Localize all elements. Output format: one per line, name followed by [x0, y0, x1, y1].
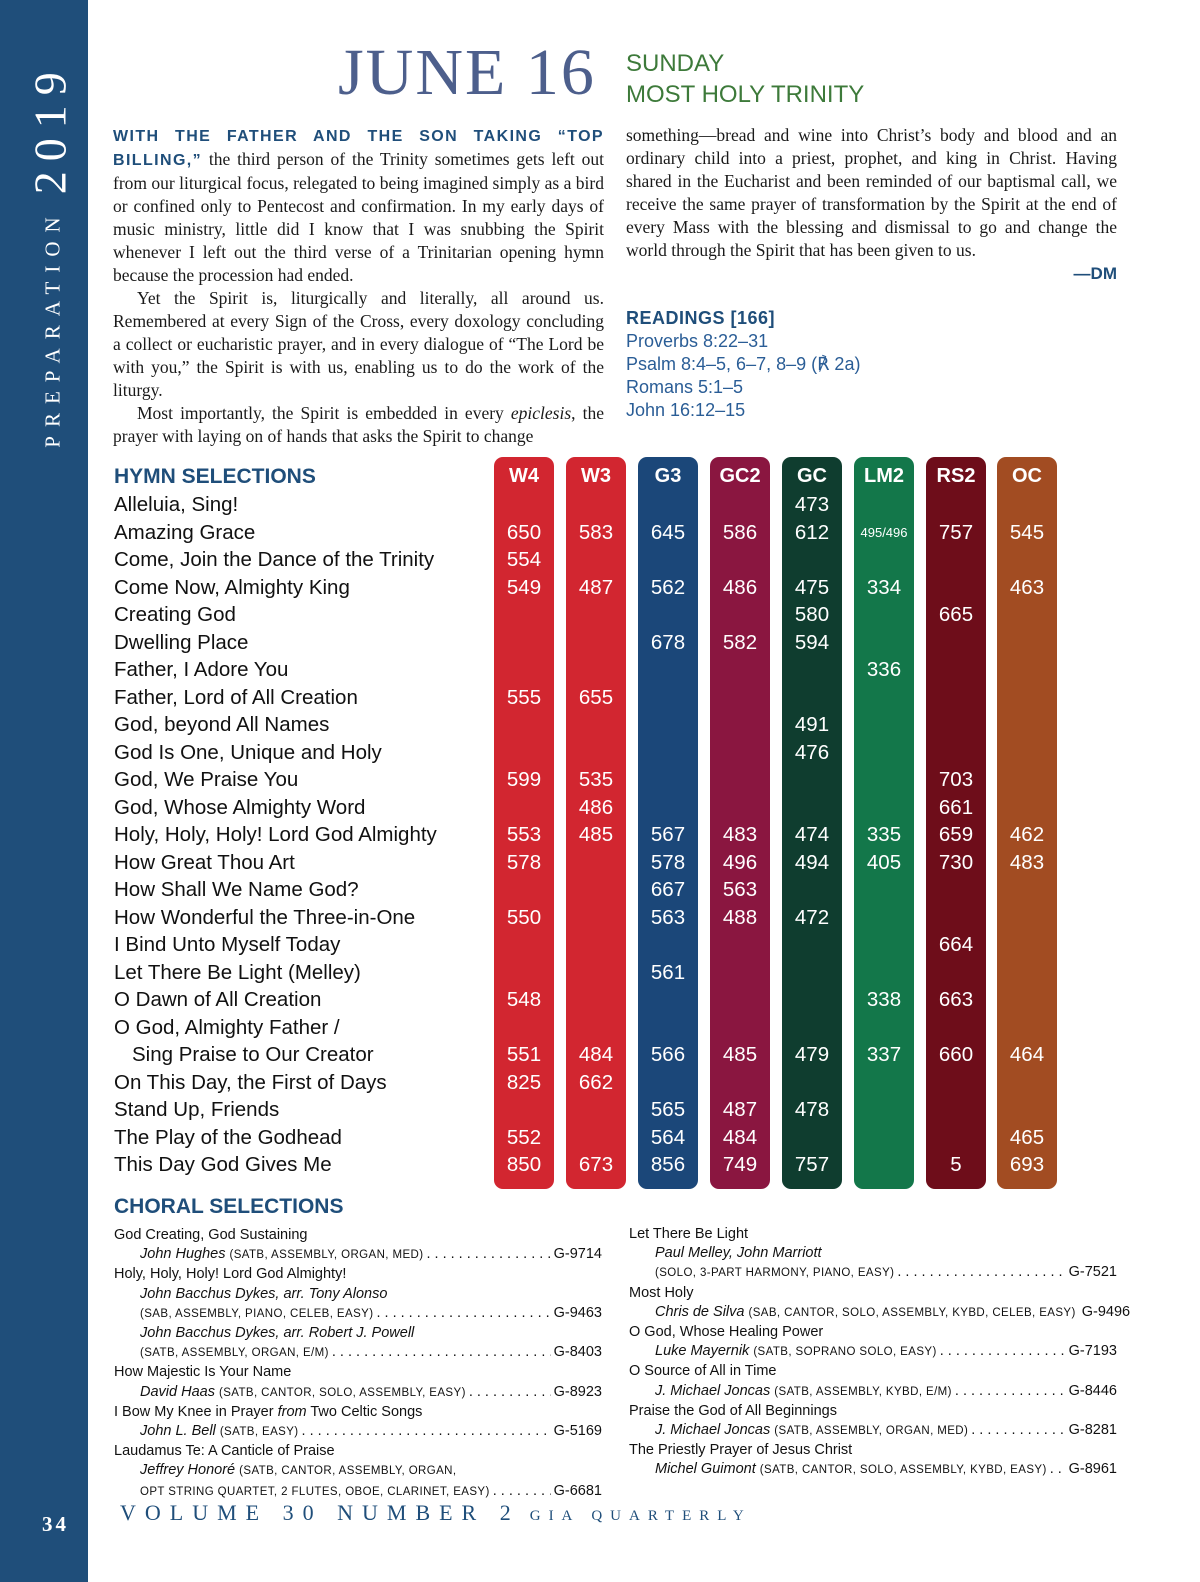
hymn-number: 483 — [1009, 850, 1045, 874]
hymn-number: 554 — [506, 548, 542, 571]
sidebar-band — [0, 0, 88, 1582]
hymn-number: 484 — [722, 1125, 758, 1149]
hymn-title: The Play of the Godhead — [114, 1125, 342, 1149]
composer: Chris de Silva — [655, 1303, 745, 1320]
hymnal-column-header: W4 — [509, 465, 539, 487]
reflection-paragraph — [113, 402, 604, 448]
reading-item: Psalm 8:4–5, 6–7, 8–9 (℟ 2a) — [626, 354, 861, 374]
choral-title: Let There Be Light — [629, 1226, 749, 1242]
hymn-number: 475 — [794, 575, 830, 599]
choral-entry — [629, 1382, 1117, 1402]
composer: Paul Melley, John Marriott — [655, 1245, 822, 1262]
page-date: JUNE 16 — [338, 36, 596, 109]
hymn-number: 678 — [650, 630, 686, 654]
hymnal-column-header: W3 — [581, 465, 611, 487]
hymn-number: 5 — [950, 1153, 962, 1176]
hymn-number: 578 — [506, 850, 542, 874]
hymn-number: 599 — [506, 768, 542, 791]
hymn-number: 496 — [722, 850, 758, 874]
hymn-number: 335 — [866, 823, 902, 846]
reflection-lead: WITH THE FATHER AND THE SON TAKING “TOP BILLING,” — [113, 128, 604, 169]
catalog-code: G-7193 — [1068, 1343, 1117, 1360]
hymn-number: 545 — [1009, 520, 1045, 544]
hymn-number: 550 — [506, 905, 542, 929]
choral-title: Praise the God of All Beginnings — [629, 1402, 837, 1419]
hymn-title: God Is One, Unique and Holy — [114, 740, 382, 764]
hymn-title: Let There Be Light (Melley) — [114, 960, 361, 984]
hymn-number: 749 — [722, 1153, 758, 1176]
hymn-number: 473 — [794, 493, 830, 516]
choral-title: Laudamus Te: A Canticle of Praise — [114, 1443, 335, 1460]
hymn-number: 673 — [578, 1153, 614, 1176]
hymn-number: 491 — [794, 713, 830, 736]
catalog-code: G-7521 — [1068, 1264, 1117, 1281]
reflection-paragraph: something—bread and wine into Christ’s body and blood and an ordinary child into a priest, prophet, and king in Christ. Having shared in the Eucharist and been reminded of our baptismal call, we receive the same prayer of transformation by the Spirit at the end of every Mass with the blessing and dismissal to go and change the world through the Spirit that has been given to us. — [626, 125, 1117, 260]
hymn-number: 662 — [578, 1070, 614, 1094]
catalog-code: G-8923 — [553, 1383, 602, 1400]
hymn-number: 645 — [650, 520, 686, 544]
choral-entry — [114, 1482, 602, 1502]
readings-heading: READINGS [166] — [626, 308, 776, 328]
hymn-number: 549 — [506, 575, 542, 599]
dot-leader — [302, 1422, 551, 1442]
hymn-title: Amazing Grace — [114, 520, 256, 544]
catalog-code: G-9496 — [1081, 1303, 1131, 1320]
hymn-number: 483 — [722, 823, 758, 846]
hymn-title: Come, Join the Dance of the Trinity — [114, 548, 435, 571]
hymn-number: 850 — [506, 1153, 542, 1176]
hymn-number: 667 — [650, 878, 686, 901]
hymn-number: 553 — [506, 823, 542, 846]
reading-item: John 16:12–15 — [626, 400, 746, 420]
hymn-number: 535 — [578, 768, 614, 791]
catalog-code: G-8281 — [1068, 1422, 1117, 1439]
hymn-number: 565 — [650, 1098, 686, 1121]
hymn-number: 555 — [506, 685, 542, 709]
hymn-number: 337 — [866, 1043, 902, 1066]
hymn-number: 564 — [650, 1125, 686, 1149]
hymn-number: 486 — [578, 795, 614, 819]
hymn-number: 474 — [794, 823, 830, 846]
volume-label: VOLUME 30 NUMBER 2 — [120, 1500, 520, 1525]
choral-title: Holy, Holy, Holy! Lord God Almighty! — [114, 1266, 347, 1283]
hymn-number: 479 — [794, 1043, 830, 1066]
hymn-number: 664 — [938, 933, 974, 956]
catalog-code: G-8446 — [1068, 1382, 1117, 1399]
hymn-title: Father, I Adore You — [114, 658, 289, 681]
hymn-number: 655 — [578, 685, 614, 709]
hymn-number: 472 — [794, 905, 830, 929]
reflection-right-column — [626, 124, 1117, 285]
reflection-text: the third person of the Trinity sometimes gets left out from our liturgical focus, relegated to being imagined simply as a bird or confined only to Pentecost and confirmation. In my early days of music ministry, little did I know that I was snubbing the Spirit whenever I left out the third verse of a Trinitarian opening hymn because the procession had ended. — [113, 149, 604, 285]
hymn-number: 495/496 — [860, 524, 908, 540]
choral-entry — [629, 1303, 1131, 1323]
choral-entry — [114, 1285, 602, 1304]
hymn-number: 464 — [1009, 1043, 1045, 1066]
hymn-number: 578 — [650, 850, 686, 874]
voicing-details: (SOLO, 3-PART HARMONY, PIANO, EASY) — [655, 1267, 895, 1280]
choral-left-column — [114, 1226, 602, 1502]
voicing-details: (SATB, ASSEMBLY, KYBD, E/M) — [774, 1385, 952, 1398]
composer: John Bacchus Dykes, arr. Tony Alonso — [140, 1285, 388, 1302]
hymn-number: 730 — [938, 850, 974, 874]
reflection-paragraph — [113, 124, 604, 287]
reflection-left-column — [113, 124, 604, 448]
hymnal-column-header: GC — [797, 465, 827, 487]
dot-leader — [940, 1342, 1066, 1362]
catalog-code: G-9714 — [553, 1246, 602, 1263]
choral-title: O God, Whose Healing Power — [629, 1324, 824, 1341]
footer — [120, 1500, 752, 1526]
voicing-details: (SATB, CANTOR, SOLO, ASSEMBLY, KYBD, EASY) — [759, 1464, 1047, 1477]
choral-entry — [114, 1324, 602, 1343]
choral-entry — [629, 1263, 1117, 1283]
catalog-code: G-5169 — [553, 1423, 602, 1440]
hymn-number: 660 — [938, 1043, 974, 1066]
hymn-number: 562 — [650, 575, 686, 599]
voicing-details: (SATB, ASSEMBLY, ORGAN, MED) — [774, 1425, 969, 1438]
voicing-details: OPT STRING QUARTET, 2 FLUTES, OBOE, CLARINET, EASY) — [140, 1485, 490, 1498]
dot-leader — [1050, 1460, 1066, 1480]
hymnal-column-header: G3 — [654, 465, 682, 487]
choral-title: God Creating, God Sustaining — [114, 1227, 308, 1243]
choral-selections-heading: CHORAL SELECTIONS — [114, 1195, 344, 1218]
hymn-title: On This Day, the First of Days — [114, 1070, 387, 1094]
choral-right-column — [629, 1225, 1131, 1481]
reading-item: Romans 5:1–5 — [626, 377, 744, 397]
choral-entry — [114, 1383, 602, 1403]
choral-entry — [114, 1245, 602, 1265]
hymn-number: 567 — [650, 823, 686, 846]
hymn-number: 478 — [794, 1098, 830, 1121]
voicing-details: (SATB, EASY) — [219, 1426, 299, 1439]
voicing-details: (SATB, ASSEMBLY, ORGAN, E/M) — [140, 1347, 329, 1360]
catalog-code: G-6681 — [553, 1482, 602, 1499]
hymnal-column-header: OC — [1012, 465, 1042, 487]
hymn-number: 462 — [1009, 823, 1045, 846]
voicing-details: (SATB, ASSEMBLY, ORGAN, MED) — [229, 1249, 424, 1262]
feast-name: MOST HOLY TRINITY — [626, 81, 865, 108]
catalog-code: G-8403 — [553, 1344, 602, 1361]
hymn-number: 486 — [722, 575, 758, 599]
hymn-title: Sing Praise to Our Creator — [132, 1043, 374, 1066]
reading-item: Proverbs 8:22–31 — [626, 331, 769, 351]
hymn-number: 757 — [794, 1153, 830, 1176]
hymn-number: 661 — [938, 795, 974, 819]
hymn-title: This Day God Gives Me — [114, 1153, 332, 1176]
choral-title: I Bow My Knee in Prayer from Two Celtic Songs — [114, 1403, 423, 1420]
hymn-title: O Dawn of All Creation — [114, 988, 322, 1011]
hymnal-column-header: GC2 — [719, 465, 761, 487]
choral-entry — [114, 1422, 602, 1442]
hymn-title: Stand Up, Friends — [114, 1098, 280, 1121]
catalog-code: G-9463 — [553, 1304, 602, 1321]
catalog-code: G-8961 — [1068, 1461, 1117, 1478]
hymn-number: 659 — [938, 823, 974, 846]
dot-leader — [971, 1421, 1065, 1441]
reflection-emphasis: epiclesis — [510, 403, 572, 423]
choral-entry — [114, 1343, 602, 1363]
voicing-details: (SATB, SOPRANO SOLO, EASY) — [753, 1346, 937, 1359]
hymn-title: Creating God — [114, 603, 236, 626]
hymn-title: Alleluia, Sing! — [114, 493, 239, 516]
composer: John L. Bell — [140, 1423, 216, 1440]
hymn-title: Come Now, Almighty King — [114, 575, 350, 599]
hymn-number: 663 — [938, 988, 974, 1011]
hymn-number: 582 — [722, 630, 758, 654]
hymn-number: 566 — [650, 1043, 686, 1066]
hymn-title: God, Whose Almighty Word — [114, 795, 366, 819]
hymn-number: 594 — [794, 630, 830, 654]
hymn-number: 552 — [506, 1125, 542, 1149]
composer: J. Michael Joncas — [655, 1382, 771, 1399]
hymn-number: 548 — [506, 988, 542, 1011]
hymn-number: 487 — [578, 575, 614, 599]
hymn-title: How Shall We Name God? — [114, 878, 359, 901]
choral-entry — [114, 1461, 602, 1481]
composer: Michel Guimont — [655, 1461, 756, 1478]
voicing-details: (SAB, CANTOR, SOLO, ASSEMBLY, KYBD, CELEB, EASY) — [748, 1306, 1076, 1319]
hymn-number: 825 — [506, 1070, 542, 1094]
voicing-details: (SAB, ASSEMBLY, PIANO, CELEB, EASY) — [140, 1307, 374, 1320]
hymn-number: 494 — [794, 850, 830, 874]
hymnal-column-header: LM2 — [864, 465, 904, 487]
hymnal-column-header: RS2 — [936, 465, 976, 487]
dot-leader — [426, 1245, 550, 1265]
choral-title: How Majestic Is Your Name — [114, 1364, 292, 1381]
hymn-title: Holy, Holy, Holy! Lord God Almighty — [114, 823, 437, 846]
choral-entry — [629, 1421, 1117, 1441]
reflection-text: , the prayer with laying on of hands that asks the Spirit to change — [113, 403, 604, 446]
composer: Luke Mayernik — [655, 1343, 750, 1360]
section-year: 2019 — [24, 62, 76, 195]
author-signature: —DM — [1073, 264, 1117, 283]
section-name: PREPARATION — [40, 208, 65, 448]
hymn-number: 463 — [1009, 575, 1045, 599]
composer: John Bacchus Dykes, arr. Robert J. Powell — [140, 1325, 415, 1342]
hymn-number: 488 — [722, 905, 758, 929]
hymn-number: 487 — [722, 1098, 758, 1121]
hymn-number: 465 — [1009, 1125, 1045, 1149]
page-number: 34 — [42, 1512, 69, 1536]
hymn-number: 405 — [866, 850, 902, 874]
dot-leader — [469, 1383, 551, 1403]
hymn-number: 476 — [794, 740, 830, 764]
reflection-text: Most importantly, the Spirit is embedded in every — [137, 403, 511, 423]
choral-title: Most Holy — [629, 1284, 694, 1301]
hymn-number: 580 — [794, 603, 830, 626]
hymn-number: 856 — [650, 1153, 686, 1176]
dot-leader — [493, 1482, 551, 1502]
liturgical-day — [626, 48, 864, 110]
hymn-title: Father, Lord of All Creation — [114, 685, 358, 709]
choral-title: The Priestly Prayer of Jesus Christ — [629, 1442, 853, 1459]
choral-title: O Source of All in Time — [629, 1363, 777, 1380]
hymn-number: 586 — [722, 520, 758, 544]
hymn-number: 612 — [794, 520, 830, 544]
dot-leader — [955, 1382, 1066, 1402]
dot-leader — [376, 1304, 550, 1324]
hymn-number: 334 — [866, 575, 902, 599]
choral-entry — [629, 1460, 1117, 1480]
hymn-number: 551 — [506, 1043, 542, 1066]
hymn-title: God, We Praise You — [114, 768, 299, 791]
composer: John Hughes — [140, 1246, 226, 1263]
dot-leader — [332, 1343, 551, 1363]
readings-section — [626, 307, 860, 422]
hymn-number: 563 — [650, 905, 686, 929]
hymn-number: 665 — [938, 603, 974, 626]
publication-name: GIA QUARTERLY — [529, 1508, 752, 1524]
hymn-title: I Bind Unto Myself Today — [114, 933, 341, 956]
choral-entry — [629, 1342, 1117, 1362]
weekday: SUNDAY — [626, 50, 725, 77]
section-label — [18, 62, 76, 448]
hymn-number: 650 — [506, 520, 542, 544]
hymn-number: 485 — [722, 1043, 758, 1066]
composer: David Haas — [140, 1383, 215, 1400]
hymn-selections-heading: HYMN SELECTIONS — [114, 465, 316, 488]
reflection-paragraph: Yet the Spirit is, liturgically and literally, all around us. Remembered at every Sign of the Cross, every doxology concluding a collect or eucharistic prayer, and in every dialogue of “The Lord be with you,” the Spirit is with us, enabling us to do the work of the liturgy. — [113, 288, 604, 400]
voicing-details: (SATB, CANTOR, SOLO, ASSEMBLY, EASY) — [218, 1386, 466, 1399]
choral-entry — [629, 1244, 1117, 1263]
hymn-number: 338 — [866, 988, 902, 1011]
hymn-title: How Great Thou Art — [114, 850, 295, 874]
dot-leader — [897, 1263, 1065, 1283]
hymn-number: 583 — [578, 520, 614, 544]
choral-entry — [114, 1304, 602, 1324]
composer: J. Michael Joncas — [655, 1422, 771, 1439]
hymn-number: 703 — [938, 768, 974, 791]
hymn-number: 693 — [1009, 1153, 1045, 1176]
hymn-number: 336 — [866, 658, 902, 681]
hymn-number: 484 — [578, 1043, 614, 1066]
hymn-title: O God, Almighty Father / — [114, 1015, 340, 1039]
voicing-details: (SATB, CANTOR, ASSEMBLY, ORGAN, — [239, 1465, 457, 1478]
hymn-number: 485 — [578, 823, 614, 846]
hymn-number: 561 — [650, 960, 686, 984]
hymn-title: How Wonderful the Three-in-One — [114, 905, 416, 929]
hymn-title: God, beyond All Names — [114, 713, 330, 736]
hymn-number: 757 — [938, 520, 974, 544]
composer: Jeffrey Honoré — [140, 1462, 236, 1479]
hymn-title: Dwelling Place — [114, 630, 249, 654]
hymn-number: 563 — [722, 878, 758, 901]
